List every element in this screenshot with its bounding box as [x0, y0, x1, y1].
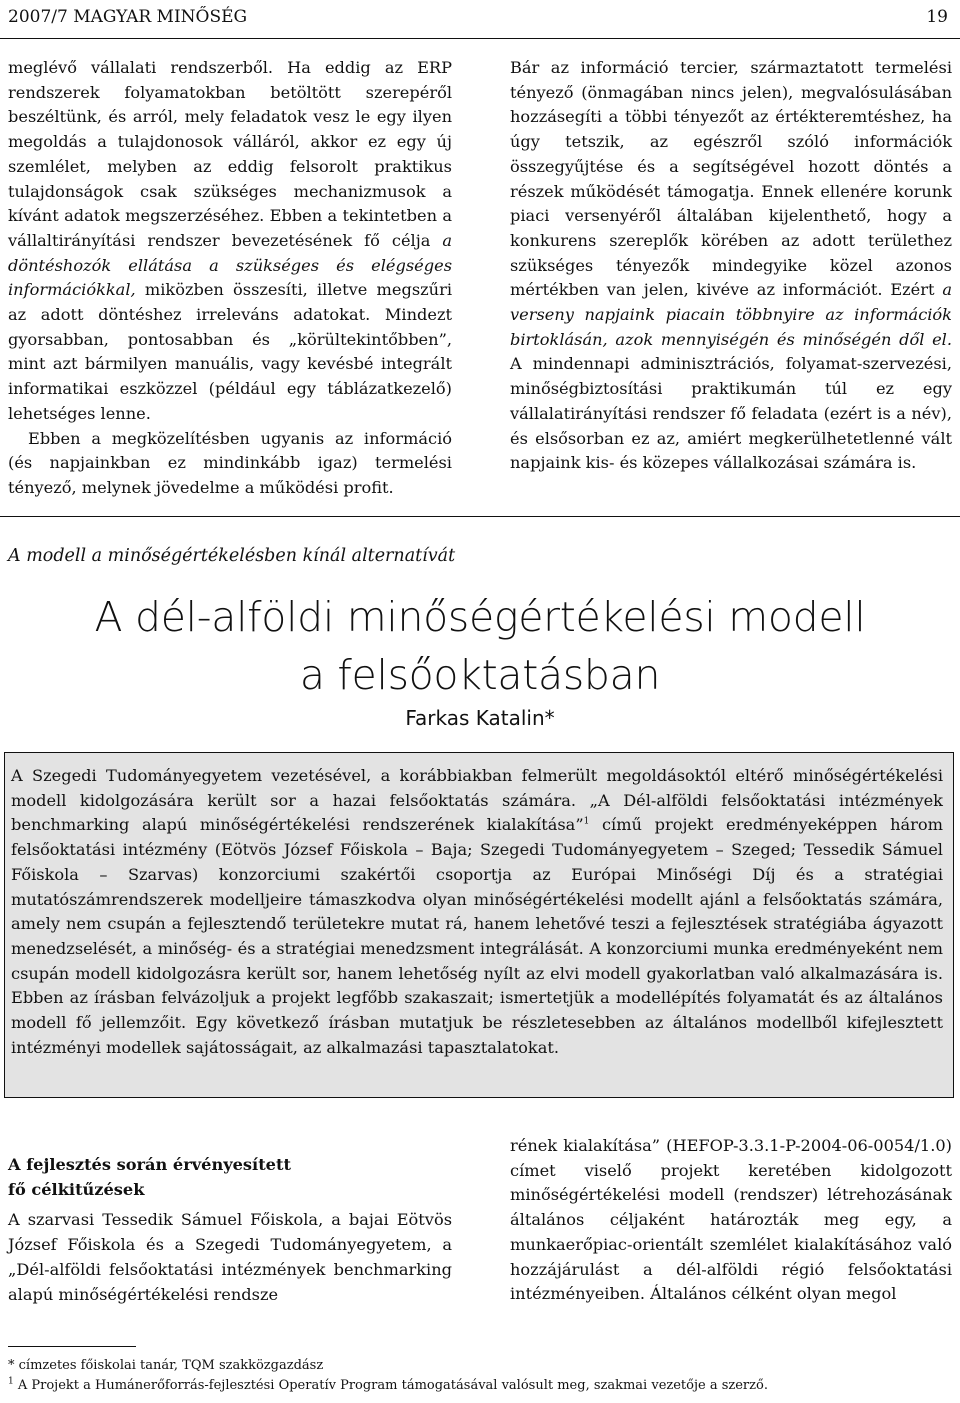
- article-kicker: A modell a minőségértékelésben kínál alternatívát: [8, 546, 456, 566]
- title-line: a felsőoktatásban: [299, 651, 661, 699]
- page-header: [8, 6, 948, 28]
- paragraph: Ebben a megközelítésben ugyanis az információ (és napjainkban ez mindinkább igaz) termelési tényező, melynek jövedelme a működési profit.: [8, 428, 452, 497]
- paragraph: meglévő vállalati rendszerből. Ha eddig az ERP rendszerek folyamatokban betöltött szerepéről beszéltünk, és arról, mely feladatok vesz le egy ilyen megoldás a tulajdonosok válláról, akkor ez egy új szemlélet, melyben az eddig felsorolt praktikus tulajdonságok csak szükséges mechanizmusok a kívánt adatok megszerzéséhez. Ebben a tekintetben a vállaltirányítási rendszer bevezetésének fő célja a döntéshozók ellátása a szükséges és elégséges információkkal, miközben összesíti, illetve megszűri az adott döntéshez irreleváns adatokat. Mindezt gyorsabban, pontosabban és „körültekintőbben”, mint azt bármilyen manuális, vagy kevésbé integrált informatikai eszközzel (például egy táblázatkezelő) lehetséges lenne.: [8, 58, 452, 423]
- section-divider: [0, 516, 960, 517]
- article-title: [0, 588, 960, 704]
- top-right-column: [510, 56, 952, 476]
- bottom-left-column: [8, 1153, 452, 1307]
- title-line: A dél-alföldi minőségértékelési modell: [94, 593, 866, 641]
- paragraph: rének kialakítása” (HEFOP-3.3.1-P-2004-06-0054/1.0) címet viselő projekt keretében kidolgozott minőségértékelési modell (rendszer) létrehozásának általános céljaként határozták meg egy, a munkaerőpiac-orientált szemlélet kialakításához való hozzájárulást a dél-alföldi régió felsőoktatási intézményeiben. Általános célként olyan megol: [510, 1136, 952, 1304]
- footnote-mark: 1: [8, 1376, 14, 1387]
- top-left-column: [8, 56, 452, 501]
- journal-issue: 2007/7 MAGYAR MINŐSÉG: [8, 7, 248, 27]
- bottom-right-column: [510, 1134, 952, 1307]
- footnote-divider: [8, 1346, 136, 1347]
- page-number: 19: [926, 7, 948, 27]
- paragraph: A szarvasi Tessedik Sámuel Főiskola, a bajai Eötvös József Főiskola és a Szegedi Tudományegyetem, a „Dél-alföldi felsőoktatási intézmények benchmarking alapú minőségértékelési rendsze: [8, 1210, 452, 1304]
- footnote-ref: 1: [583, 817, 590, 828]
- footnote-project: $^1$ A Projekt a Humánerőforrás-fejlesztési Operatív Program támogatásával valósult meg, szakmai vezetője a szerző.: [8, 1376, 768, 1393]
- footnotes: [8, 1356, 768, 1396]
- abstract-text: A Szegedi Tudományegyetem vezetésével, a korábbiakban felmerült megoldásoktól eltérő minőségértékelési modell kidolgozására került sor a hazai felsőoktatás számára. „A Dél-alföldi felsőoktatási intézmények benchmarking alapú minőségértékelési rendszerének kialakítása”$^1$ című projekt eredményeképpen három felsőoktatási intézmény (Eötvös József Főiskola – Baja; Szegedi Tudományegyetem – Szeged; Tessedik Sámuel Főiskola – Szarvas) konzorciumi szakértői csoportja az Európai Minőségi Díj és a stratégiai mutatószámrendszerek modelljeire támaszkodva olyan minőségértékelési modellt ajánl a felsőoktatás számára, amely nem csupán a fejlesztendő területekre mutat rá, hanem lehetővé teszi a fejlesztések stratégiába ágyazott menedzselését, a minőség- és a stratégiai menedzsment integrálását. A konzorciumi munka eredményeként nem csupán modell kidolgozásra került sor, hanem lehetőség nyílt az elvi modell gyakorlatban való alkalmazására is. Ebben az írásban felvázoljuk a projekt legfőbb szakaszait; ismertetjük a modellépítés folyamatát és az általános modell fő jellemzőit. Egy következő írásban mutatjuk be részletesebben az általános modellből kifejlesztett intézményi modellek sajátosságait, az alkalmazási tapasztalatokat.: [11, 766, 943, 1057]
- emphasis: a verseny napjaink piacain többnyire az információk birtoklásán, azok mennyiségén és minőségén dől el.: [510, 280, 952, 349]
- paragraph: Bár az információ tercier, származtatott termelési tényező (önmagában nincs jelen), megvalósulásában hozzásegíti a többi tényezőt az értékteremtéshez, ha úgy tetszik, az egészről szóló információk összegyűjtése és a segítségével hozott döntés a részek működését támogatja. Ennek ellenére korunk piaci versenyéről általában kijelenthető, hogy a konkurens szereplők körében az adott területhez szükséges tényezők mindegyike közel azonos mértékben van jelen, kivéve az információt. Ezért a verseny napjaink piacain többnyire az információk birtoklásán, azok mennyiségén és minőségén dől el. A mindennapi adminisztrációs, folyamat-szervezési, minőségbiztosítási praktikumán túl ez egy vállalatirányítási rendszer fő feladata (ezért is a név), és elsősorban ez az, amiért megkerülhetetlenné vált napjaink kis- és közepes vállalkozásai számára is.: [510, 58, 952, 473]
- article-author: Farkas Katalin*: [405, 706, 555, 730]
- emphasis: a döntéshozók ellátása a szükséges és elégséges információkkal,: [8, 230, 452, 300]
- section-heading: A fejlesztés során érvényesített fő célkitűzések: [8, 1155, 291, 1199]
- footnote-author: * címzetes főiskolai tanár, TQM szakközgazdász: [8, 1358, 324, 1373]
- header-divider: [0, 38, 960, 39]
- abstract-box: [4, 752, 954, 1098]
